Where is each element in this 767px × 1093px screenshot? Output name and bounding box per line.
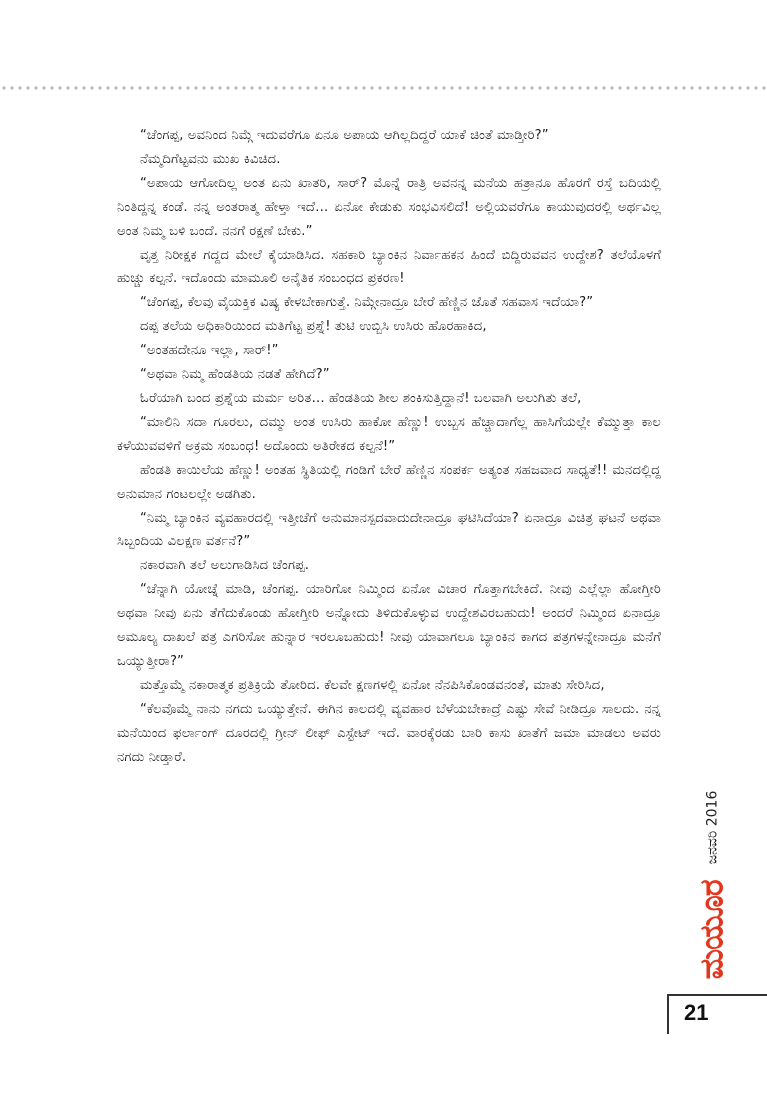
- paragraph: ನೆಮ್ಮದಿಗೆಟ್ಟವನು ಮುಖ ಕಿವಿಚಿದ.: [140, 151, 281, 167]
- paragraph: ವೃತ್ತ ನಿರೀಕ್ಷಕ ಗದ್ದದ ಮೇಲೆ ಕೈಯಾಡಿಸಿದ. ಸಹಕಾರಿ ಬ್ಯಾಂಕಿನ ನಿರ್ವಾಹಕನ ಹಿಂದೆ ಬಿದ್ದಿರುವವನ ಉದ್ದೇಶ? ತಲೆಯೊಳಗೆ ಹುಚ್ಚು ಕಲ್ಪನೆ. ಇದೊಂದು ಮಾಮೂಲಿ ಅನೈತಿಕ ಸಂಬಂಧದ ಪ್ರಕರಣ!: [117, 247, 661, 287]
- page-number-divider: [667, 994, 669, 1034]
- page-number-rule: [668, 994, 767, 996]
- paragraph: ಹೆಂಡತಿ ಕಾಯಿಲೆಯ ಹೆಣ್ಣು! ಅಂತಹ ಸ್ಥಿತಿಯಲ್ಲಿ ಗಂಡಿಗೆ ಬೇರೆ ಹೆಣ್ಣಿನ ಸಂಪರ್ಕ ಅತ್ಯಂತ ಸಹಜವಾದ ಸಾಧ್ಯತೆ!! ಮನದಲ್ಲಿದ್ದ ಅನುಮಾನ ಗಂಟಲಲ್ಲೇ ಅಡಗಿತು.: [117, 462, 661, 502]
- paragraph: “ಅಥವಾ ನಿಮ್ಮ ಹೆಂಡತಿಯ ನಡತೆ ಹೇಗಿದೆ?”: [140, 367, 330, 383]
- paragraph: “ಚೆನ್ನಾಗಿ ಯೋಚ್ನೆ ಮಾಡಿ, ಚೆಂಗಪ್ಪ. ಯಾರಿಗೋ ನಿಮ್ಮಿಂದ ಏನೋ ವಿಚಾರ ಗೊತ್ತಾಗಬೇಕಿದೆ. ನೀವು ಎಲ್ಲೆಲ್ಲಾ ಹೋಗ್ತೀರಿ ಅಥವಾ ನೀವು ಏನು ತೆಗೆದುಕೊಂಡು ಹೋಗ್ತೀರಿ ಅನ್ನೋದು ತಿಳಿದುಕೊಳ್ಳುವ ಉದ್ದೇಶವಿರಬಹುದು! ಅಂದರೆ ನಿಮ್ಮಿಂದ ಏನಾದ್ರೂ ಅಮೂಲ್ಯ ದಾಖಲೆ ಪತ್ರ ಎಗರಿಸೋ ಹುನ್ನಾರ ಇರಲೂಬಹುದು! ನೀವು ಯಾವಾಗಲೂ ಬ್ಯಾಂಕಿನ ಕಾಗದ ಪತ್ರಗಳನ್ನೇನಾದ್ರೂ ಮನೆಗೆ ಒಯ್ಯುತ್ತೀರಾ?”: [117, 582, 661, 669]
- paragraph: “ಚೆಂಗಪ್ಪ, ಅವನಿಂದ ನಿಮ್ಗೆ ಇದುವರೆಗೂ ಏನೂ ಅಪಾಯ ಆಗಿಲ್ಲದಿದ್ದರೆ ಯಾಕೆ ಚಿಂತೆ ಮಾಡ್ತೀರಿ?”: [140, 128, 549, 143]
- issue-date: ಜನವರಿ 2016: [704, 790, 720, 865]
- paragraph: ನಕಾರವಾಗಿ ತಲೆ ಅಲುಗಾಡಿಸಿದ ಚೆಂಗಪ್ಪ.: [140, 558, 310, 574]
- paragraph: “ನಿಮ್ಮ ಬ್ಯಾಂಕಿನ ವ್ಯವಹಾರದಲ್ಲಿ ಇತ್ತೀಚೆಗೆ ಅನುಮಾನಸ್ಪದವಾದುದೇನಾದ್ರೂ ಘಟಿಸಿದೆಯಾ? ಏನಾದ್ರೂ ವಿಚಿತ್ರ ಘಟನೆ ಅಥವಾ ಸಿಬ್ಬಂದಿಯ ವಿಲಕ್ಷಣ ವರ್ತನೆ?”: [117, 510, 661, 550]
- paragraph: “ಚೆಂಗಪ್ಪ, ಕೆಲವು ವೈಯಕ್ತಿಕ ವಿಷ್ಯ ಕೇಳಬೇಕಾಗುತ್ತೆ. ನಿಮ್ಗೇನಾದ್ರೂ ಬೇರೆ ಹೆಣ್ಣಿನ ಜೊತೆ ಸಹವಾಸ ಇದೆಯಾ?”: [140, 295, 594, 311]
- page-number: 21: [684, 1000, 709, 1025]
- paragraph: “ಅಂತಹದೇನೂ ಇಲ್ಲಾ, ಸಾರ್!”: [140, 343, 279, 359]
- paragraph: ಮತ್ತೊಮ್ಮೆ ನಕಾರಾತ್ಮಕ ಪ್ರತಿಕ್ರಿಯೆ ತೋರಿದ. ಕೆಲವೇ ಕ್ಷಣಗಳಲ್ಲಿ ಏನೋ ನೆನಪಿಸಿಕೊಂಡವನಂತೆ, ಮಾತು ಸೇರಿಸಿದ,: [140, 677, 605, 693]
- story-text: [117, 124, 661, 769]
- sidebar-rotated: [693, 791, 732, 980]
- dotted-divider: [0, 86, 767, 90]
- paragraph: “ಮಾಲಿನಿ ಸದಾ ಗೂರಲು, ದಮ್ಮು ಅಂತ ಉಸಿರು ಹಾಕೋ ಹೆಣ್ಣು! ಉಬ್ಬಸ ಹೆಚ್ಚಾದಾಗೆಲ್ಲ ಹಾಸಿಗೆಯಲ್ಲೇ ಕೆಮ್ಮುತ್ತಾ ಕಾಲ ಕಳೆಯುವವಳಿಗೆ ಅಕ್ರಮ ಸಂಬಂಧ! ಅದೊಂದು ಅತಿರೇಕದ ಕಲ್ಪನೆ!”: [117, 414, 661, 454]
- magazine-logo: ಮಯೂರ: [692, 880, 731, 980]
- paragraph: ಓರೆಯಾಗಿ ಬಂದ ಪ್ರಶ್ನೆಯ ಮರ್ಮ ಅರಿತ… ಹೆಂಡತಿಯ ಶೀಲ ಶಂಕಿಸುತ್ತಿದ್ದಾನೆ! ಬಲವಾಗಿ ಅಲುಗಿತು ತಲೆ,: [140, 390, 582, 406]
- paragraph: “ಅಪಾಯ ಆಗೋದಿಲ್ಲ ಅಂತ ಏನು ಖಾತರಿ, ಸಾರ್? ಮೊನ್ನೆ ರಾತ್ರಿ ಅವನನ್ನ ಮನೆಯ ಹತ್ರಾನೂ ಹೊರಗೆ ರಸ್ತೆ ಬದಿಯಲ್ಲಿ ನಿಂತಿದ್ದನ್ನ ಕಂಡೆ. ನನ್ನ ಅಂತರಾತ್ಮ ಹೇಳ್ತಾ ಇದೆ… ಏನೋ ಕೇಡುಕು ಸಂಭವಿಸಲಿದೆ! ಅಲ್ಲಿಯವರೆಗೂ ಕಾಯುವುದರಲ್ಲಿ ಅರ್ಥವಿಲ್ಲ ಅಂತ ನಿಮ್ಮ ಬಳಿ ಬಂದೆ. ನನಗೆ ರಕ್ಷಣೆ ಬೇಕು.”: [117, 175, 661, 239]
- paragraph: “ಕೆಲವೊಮ್ಮೆ ನಾನು ನಗದು ಒಯ್ಯುತ್ತೇನೆ. ಈಗಿನ ಕಾಲದಲ್ಲಿ ವ್ಯವಹಾರ ಬೆಳೆಯಬೇಕಾದ್ರೆ ಎಷ್ಟು ಸೇವೆ ನೀಡಿದ್ರೂ ಸಾಲದು. ನನ್ನ ಮನೆಯಿಂದ ಫರ್ಲಾಂಗ್ ದೂರದಲ್ಲಿ ಗ್ರೀನ್ ಲೀಫ್ ಎಸ್ಟೇಟ್ ಇದೆ. ವಾರಕ್ಕೆರಡು ಬಾರಿ ಕಾಸು ಖಾತೆಗೆ ಜಮಾ ಮಾಡಲು ಅವರು ನಗದು ನೀಡ್ತಾರೆ.: [117, 701, 661, 765]
- paragraph: ದಪ್ಪ ತಲೆಯ ಅಧಿಕಾರಿಯಿಂದ ಮತಿಗೆಟ್ಟ ಪ್ರಶ್ನೆ! ತುಟಿ ಉಬ್ಬಿಸಿ ಉಸಿರು ಹೊರಹಾಕಿದ,: [140, 319, 487, 335]
- magazine-sidebar: [684, 790, 740, 980]
